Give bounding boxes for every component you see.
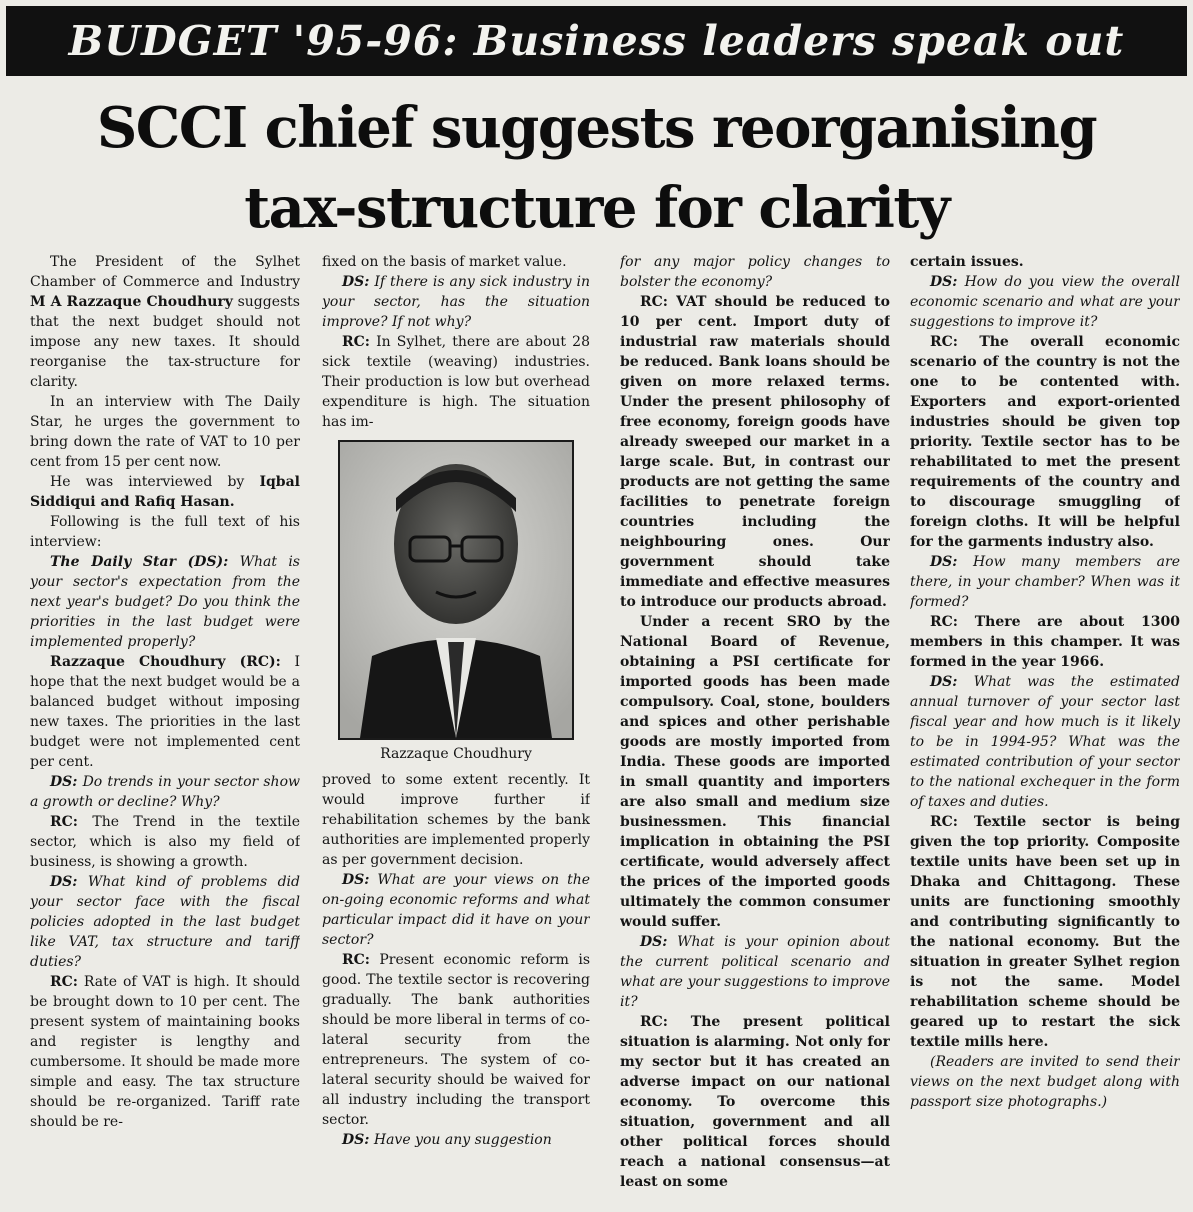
answer-label: RC:	[342, 952, 370, 968]
question-6-continued: for any major policy changes to bolster the economy?	[620, 254, 890, 290]
intro-paragraph-3	[30, 472, 300, 512]
column-1	[30, 252, 300, 1207]
photo-caption: Razzaque Choudhury	[380, 746, 532, 762]
question-label: DS:	[930, 674, 958, 690]
answer-text: Present economic reform is good. The textile sector is recovering gradually. The bank authorities should be more liberal in terms of co-lateral security from the entrepreneurs. The system of co-lateral security should be waived for all industry including the transport sector.	[322, 952, 590, 1128]
question-label: DS:	[640, 934, 668, 950]
answer-6	[620, 292, 890, 612]
question-text: What are your views on the on-going economic reforms and what particular impact did it have on your sector?	[322, 872, 590, 948]
answer-4	[322, 332, 590, 432]
question-3	[30, 872, 300, 972]
question-text: What was the estimated annual turnover of your sector last fiscal year and how much is it likely to be in 1994-95? What was the estimated contribution of your sector to the national exchequer in the form of taxes and duties.	[910, 674, 1180, 810]
question-label: DS:	[930, 274, 958, 290]
question-label: DS:	[342, 1132, 370, 1148]
question-1	[30, 552, 300, 652]
answer-label: RC:	[640, 294, 668, 310]
question-text: How many members are there, in your chamber? When was it formed?	[910, 554, 1180, 610]
answer-text: Rate of VAT is high. It should be brought down to 10 per cent. The present system of maintaining books and register is lengthy and cumbersome. It should be made more simple and easy. The tax structure should be re-organized. Tariff rate should be re-	[30, 974, 300, 1130]
answer-label: Razzaque Choudhury (RC):	[50, 654, 281, 670]
question-label: DS:	[50, 874, 78, 890]
answer-text: The present political situation is alarming. Not only for my sector but it has created an adverse impact on our national economy. To overcome this situation, government and all other political forces should reach a national consensus—at least on some	[620, 1014, 890, 1190]
question-label: The Daily Star (DS):	[50, 554, 229, 570]
answer-5	[322, 950, 590, 1130]
question-text: If there is any sick industry in your sector, has the situation improve? If not why?	[322, 274, 590, 330]
readers-note: (Readers are invited to send their views on the next budget along with passport size photographs.)	[910, 1054, 1180, 1110]
question-label: DS:	[930, 554, 958, 570]
intro-paragraph-2: In an interview with The Daily Star, he urges the government to bring down the rate of VAT to 10 per cent from 15 per cent now.	[30, 394, 300, 470]
answer-3	[30, 972, 300, 1132]
answer-label: RC:	[640, 1014, 668, 1030]
answer-text: There are about 1300 members in this champer. It was formed in the year 1966.	[910, 614, 1180, 670]
column-2	[322, 252, 590, 1207]
headline-line-1: SCCI chief suggests reorganising	[96, 95, 1097, 161]
intro-paragraph-4: Following is the full text of his interview:	[30, 514, 300, 550]
answer-label: RC:	[930, 814, 958, 830]
portrait-figure	[322, 440, 590, 764]
answer-2	[30, 812, 300, 872]
answer-7-continued: certain issues.	[910, 254, 1024, 270]
answer-label: RC:	[342, 334, 370, 350]
answer-6-paragraph-2: Under a recent SRO by the National Board of Revenue, obtaining a PSI certificate for imported goods has been made compulsory. Coal, stone, boulders and spices and other perishable goods are mostly imported from India. These goods are imported in small quantity and importers are also small and medium size businessmen. This financial implication in obtaining the PSI certificate, would adversely affect the prices of the imported goods ultimately the common consumer would suffer.	[620, 614, 890, 930]
answer-8	[910, 332, 1180, 552]
column-4	[910, 252, 1180, 1207]
answer-10	[910, 812, 1180, 1052]
answer-9	[910, 612, 1180, 672]
question-8	[910, 272, 1180, 332]
section-banner	[6, 6, 1187, 76]
answer-text: I hope that the next budget would be a balanced budget without imposing new taxes. The priorities in the last budget were not implemented cent per cent.	[30, 654, 300, 770]
question-text: What is your sector's expectation from the next year's budget? Do you think the priorities in the last budget were implemented properly?	[30, 554, 300, 650]
banner-text: BUDGET '95-96: Business leaders speak out	[68, 17, 1125, 65]
answer-text: VAT should be reduced to 10 per cent. Import duty of industrial raw materials should be reduced. Bank loans should be given on more relaxed terms. Under the present philosophy of free economy, foreign goods have already sweeped our market in a large scale. But, in contrast our products are not getting the same facilities to penetrate foreign countries including the neighbouring ones. Our government should take immediate and effective measures to introduce our products abroad.	[620, 294, 890, 610]
headline	[0, 88, 1193, 248]
answer-text: In Sylhet, there are about 28 sick textile (weaving) industries. Their production is low but overhead expenditure is high. The situation has im-	[322, 334, 590, 430]
question-text: Have you any suggestion	[369, 1132, 552, 1148]
answer-4-continued: proved to some extent recently. It would improve further if rehabilitation schemes by the bank authorities are implemented properly as per government decision.	[322, 772, 590, 868]
answer-text: The Trend in the textile sector, which is also my field of business, is showing a growth.	[30, 814, 300, 870]
answer-text: Textile sector is being given the top priority. Composite textile units have been set up in Dhaka and Chittagong. These units are functioning smoothly and contributing significantly to the national economy. But the situation in greater Sylhet region is not the same. Model rehabilitation scheme should be geared up to restart the sick textile mills here.	[910, 814, 1180, 1050]
text: The President of the Sylhet Chamber of Commerce and Industry	[30, 254, 300, 290]
headline-line-2: tax-structure for clarity	[244, 175, 949, 241]
answer-text: The overall economic scenario of the country is not the one to be contented with. Exporters and export-oriented industries should be given top priority. Textile sector has to be rehabilitated to met the present requirements of the country and to discourage smuggling of foreign cloths. It will be helpful for the garments industry also.	[910, 334, 1180, 550]
text: suggests that the next budget should not impose any new taxes. It should reorganise the tax-structure for clarity.	[30, 294, 300, 390]
interviewer-names: Iqbal Siddiqui and Rafiq Hasan.	[30, 474, 300, 510]
question-label: DS:	[342, 274, 370, 290]
answer-3-continued: fixed on the basis of market value.	[322, 254, 567, 270]
question-4	[322, 272, 590, 332]
answer-label: RC:	[50, 974, 78, 990]
question-6	[322, 1130, 590, 1150]
question-label: DS:	[50, 774, 78, 790]
question-label: DS:	[342, 872, 370, 888]
text: He was interviewed by	[50, 474, 260, 490]
answer-1	[30, 652, 300, 772]
question-text: What kind of problems did your sector face with the fiscal policies adopted in the last budget like VAT, tax structure and tariff duties?	[30, 874, 300, 970]
interviewee-name: M A Razzaque Choudhury	[30, 294, 233, 310]
question-2	[30, 772, 300, 812]
portrait-photo	[338, 440, 574, 740]
answer-7	[620, 1012, 890, 1192]
intro-paragraph-1	[30, 252, 300, 392]
question-10	[910, 672, 1180, 812]
answer-label: RC:	[930, 614, 958, 630]
column-3	[620, 252, 890, 1207]
question-7	[620, 932, 890, 1012]
question-text: What is your opinion about the current political scenario and what are your suggestions to improve it?	[620, 934, 890, 1010]
question-5	[322, 870, 590, 950]
question-text: Do trends in your sector show a growth or decline? Why?	[30, 774, 300, 810]
answer-label: RC:	[930, 334, 958, 350]
question-text: How do you view the overall economic scenario and what are your suggestions to improve it?	[910, 274, 1180, 330]
answer-label: RC:	[50, 814, 78, 830]
question-9	[910, 552, 1180, 612]
